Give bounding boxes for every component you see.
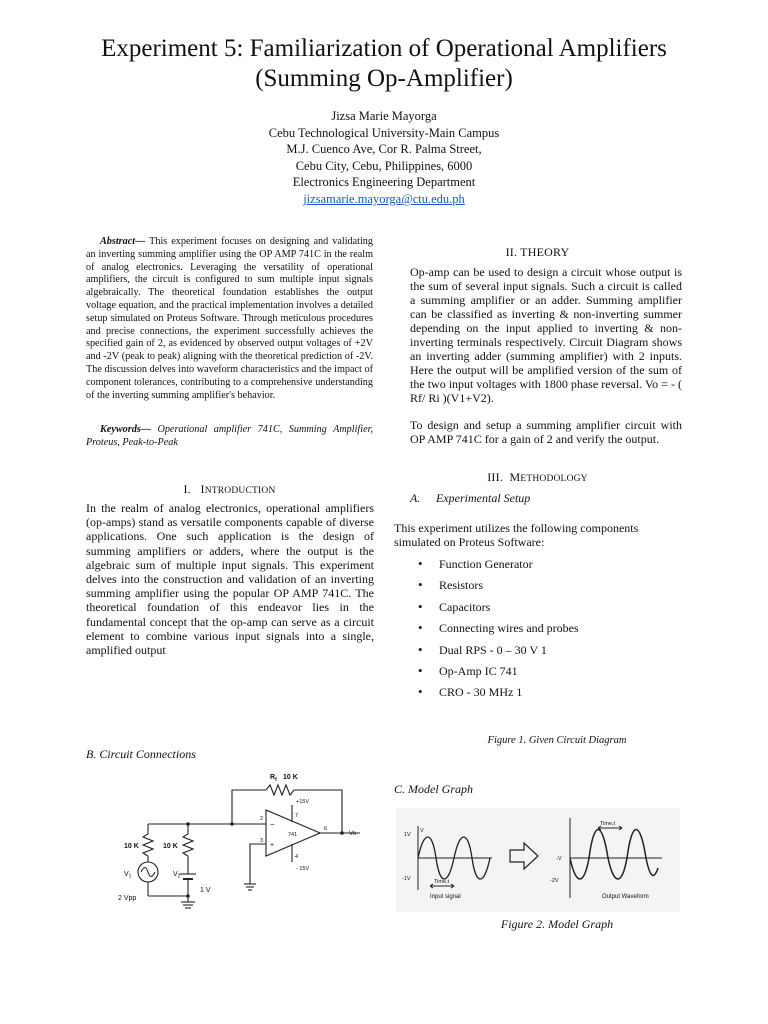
rf-label: $R_f$ [270, 774, 277, 783]
intro-heading-rest: NTRODUCTION [204, 486, 276, 496]
sub-a-label: A. [410, 491, 421, 505]
components-list [418, 557, 579, 707]
r2-value: 10 K [163, 843, 178, 850]
list-item: • Resistors [418, 578, 579, 599]
subsection-experimental-setup [410, 491, 530, 506]
author-department: Electronics Engineering Department [292, 175, 476, 190]
output-mid-label: -V [556, 856, 562, 862]
list-item: • CRO - 30 MHz 1 [418, 685, 579, 706]
title-line-1: Experiment 5: Familiarization of Operational Amplifiers [101, 35, 667, 62]
r1-resistor [143, 834, 153, 856]
r1-value: 10 K [124, 843, 139, 850]
method-heading-rest: ETHODOLOGY [520, 474, 588, 484]
keywords-label: Keywords— [100, 424, 151, 435]
output-axis-label: Time,t [600, 821, 616, 827]
author-city: Cebu City, Cebu, Philippines, 6000 [295, 158, 473, 173]
vpp-label: 2 Vpp [118, 895, 137, 902]
keywords-text: Operational amplifier 741C, Summing Amplifier, Proteus, Peak-to-Peak [86, 424, 373, 448]
author-street: M.J. Cuenco Ave, Cor R. Palma Street, [286, 142, 482, 157]
r2-resistor [183, 834, 193, 856]
vo-label: Vo [349, 831, 357, 837]
intro-heading-first: I [200, 482, 205, 496]
inverting-sign: − [270, 820, 275, 829]
vcc-positive: +15V [296, 799, 309, 805]
abstract-label: Abstract— [100, 236, 146, 247]
pin-2-label: 2 [260, 816, 264, 822]
list-item: • Function Generator [418, 557, 579, 578]
author-affiliation: Cebu Technological University-Main Campus [268, 125, 500, 140]
output-bottom-label: -2V [550, 878, 559, 884]
introduction-text: In the realm of analog electronics, operational amplifiers (op-amps) stand as versatile components capable of diverse applications. One such application is the design of summing amplifiers or adders, where the output is the algebraic sum of multiple input signals. This experiment delves into the construction and validation of an inverting summing amplifier using the popular OP AMP 741C. The theoretical foundation of this endeavor lies in the fundamental concept that the op-amp can serve as a circuit element to combine various input signals into a single, amplified output [86, 501, 374, 658]
theory-text: Op-amp can be used to design a circuit whose output is the sum of several input signals. Such a circuit is called a summing amplifier or an adder. Summing amplifier can be classified as inverting & non-inverting summer depending on the input applied to inverting & non-inverting terminals respectively. Circuit Diagram shows an inverting adder (summing amplifier) with 2 inputs. Here the output will be amplified version of the sum of the two input voltages with 1800 phase reversal. Vo = - ( Rf/ Ri )(V1+V2). [410, 265, 682, 405]
figure-2-caption: Figure 2. Model Graph [500, 917, 614, 931]
list-item: • Capacitors [418, 600, 579, 621]
circuit-diagram [110, 766, 372, 916]
noninverting-sign: + [270, 842, 275, 849]
model-graph [396, 808, 680, 912]
input-axis-label: Time,t [434, 879, 450, 885]
title-line-2: (Summing Op-Amplifier) [255, 65, 513, 92]
section-heading-theory: II. THEORY [505, 245, 570, 259]
intro-numeral: I. [183, 482, 191, 496]
output-waveform-label: Output Waveform [602, 894, 649, 900]
abstract [86, 236, 373, 402]
author-block [0, 108, 768, 208]
rf-value: 10 K [283, 774, 298, 781]
subsection-model-graph: C. Model Graph [394, 782, 473, 796]
v1-label: $V_1$ [124, 871, 132, 880]
vcc-negative: - 15V [296, 866, 310, 872]
pin-6-label: 6 [324, 826, 328, 832]
input-top-label: 1V [404, 832, 411, 838]
keywords [86, 424, 373, 450]
list-item: • Dual RPS - 0 – 30 V 1 [418, 643, 579, 664]
list-item: • Op-Amp IC 741 [418, 664, 579, 685]
section-heading-introduction [86, 482, 373, 497]
method-heading-first: M [509, 470, 521, 484]
list-item: • Connecting wires and probes [418, 621, 579, 642]
pin-4-label: 4 [295, 854, 299, 860]
author-name: Jizsa Marie Mayorga [331, 109, 437, 123]
pin-7-label: 7 [295, 813, 299, 819]
method-numeral: III. [487, 470, 504, 484]
pin-3-label: 3 [260, 838, 264, 844]
methodology-text: This experiment utilizes the following components simulated on Proteus Software: [394, 521, 639, 549]
author-email-link[interactable]: jizsamarie.mayorga@ctu.edu.ph [303, 191, 465, 206]
paper-title [0, 34, 768, 94]
abstract-text: This experiment focuses on designing and validating an inverting summing amplifier using the OP AMP 741C in the realm of analog electronics. Leveraging the versatility of operational amplifiers, the circuit is configured to sum multiple input signals algebraically. The theoretical foundation establishes the output voltage equation, and the practical implementation involves a detailed setup simulated on Proteus Software. Through meticulous procedures and precise connections, the experiment successfully achieves the specified gain of 2, as evidenced by observed output voltages of +2V and -2V (peak to peak) aligning with the theoretical prediction of -2V. The discussion delves into waveform characteristics and the impact of component tolerances, contributing to a comprehensive understanding of the inverting summing amplifier's behavior. [86, 236, 373, 401]
v2-label: $V_2$ [173, 871, 181, 880]
input-signal-label: Input signal [430, 894, 461, 900]
theory-objective: To design and setup a summing amplifier circuit with OP AMP 741C for a gain of 2 and verify the output. [410, 418, 682, 446]
figure-1-caption: Figure 1. Given Circuit Diagram [487, 735, 627, 746]
sub-a-title: Experimental Setup [436, 491, 531, 505]
rf-resistor [266, 785, 294, 795]
section-heading-methodology [394, 470, 681, 485]
dc-source-label: 1 V [200, 887, 211, 894]
input-bottom-label: -1V [402, 876, 411, 882]
subsection-circuit-connections: B. Circuit Connections [86, 747, 196, 761]
ic-label: 741 [288, 832, 298, 838]
input-axis-v: V [420, 828, 424, 834]
